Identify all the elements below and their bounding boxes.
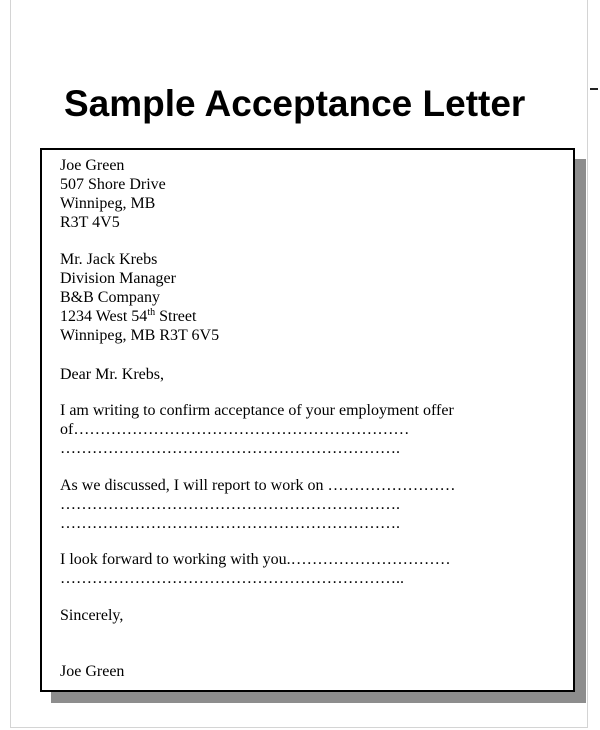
sender-name: Joe Green <box>60 157 125 174</box>
paragraph2-line2: ………………………………………………………. <box>60 496 400 513</box>
salutation: Dear Mr. Krebs, <box>60 366 164 383</box>
recipient-city-postal: Winnipeg, MB R3T 6V5 <box>60 327 220 344</box>
signature-name: Joe Green <box>60 663 125 680</box>
sender-city: Winnipeg, MB <box>60 195 156 212</box>
closing: Sincerely, <box>60 607 124 624</box>
page-title: Sample Acceptance Letter <box>64 83 526 124</box>
recipient-company: B&B Company <box>60 289 161 306</box>
paragraph3-line2: ……………………………………………………….. <box>60 570 404 587</box>
edge-mark <box>590 88 598 90</box>
recipient-name: Mr. Jack Krebs <box>60 251 158 268</box>
street-number: 1234 West 54 <box>60 308 148 325</box>
paragraph1-line3: ………………………………………………………. <box>60 440 400 457</box>
paragraph1-line2: of……………………………………………………… <box>60 421 410 438</box>
recipient-title: Division Manager <box>60 270 176 287</box>
street-name: Street <box>155 308 197 325</box>
paragraph3-line1: I look forward to working with you.………………………… <box>60 551 451 568</box>
sender-street: 507 Shore Drive <box>60 176 166 193</box>
street-suffix: th <box>147 307 156 318</box>
sender-postal: R3T 4V5 <box>60 214 120 231</box>
recipient-street <box>60 307 196 326</box>
paragraph2-line1: As we discussed, I will report to work on …………………… <box>60 477 456 494</box>
paragraph1-line1: I am writing to confirm acceptance of your employment offer <box>60 402 454 419</box>
paragraph2-line3: ………………………………………………………. <box>60 515 400 532</box>
